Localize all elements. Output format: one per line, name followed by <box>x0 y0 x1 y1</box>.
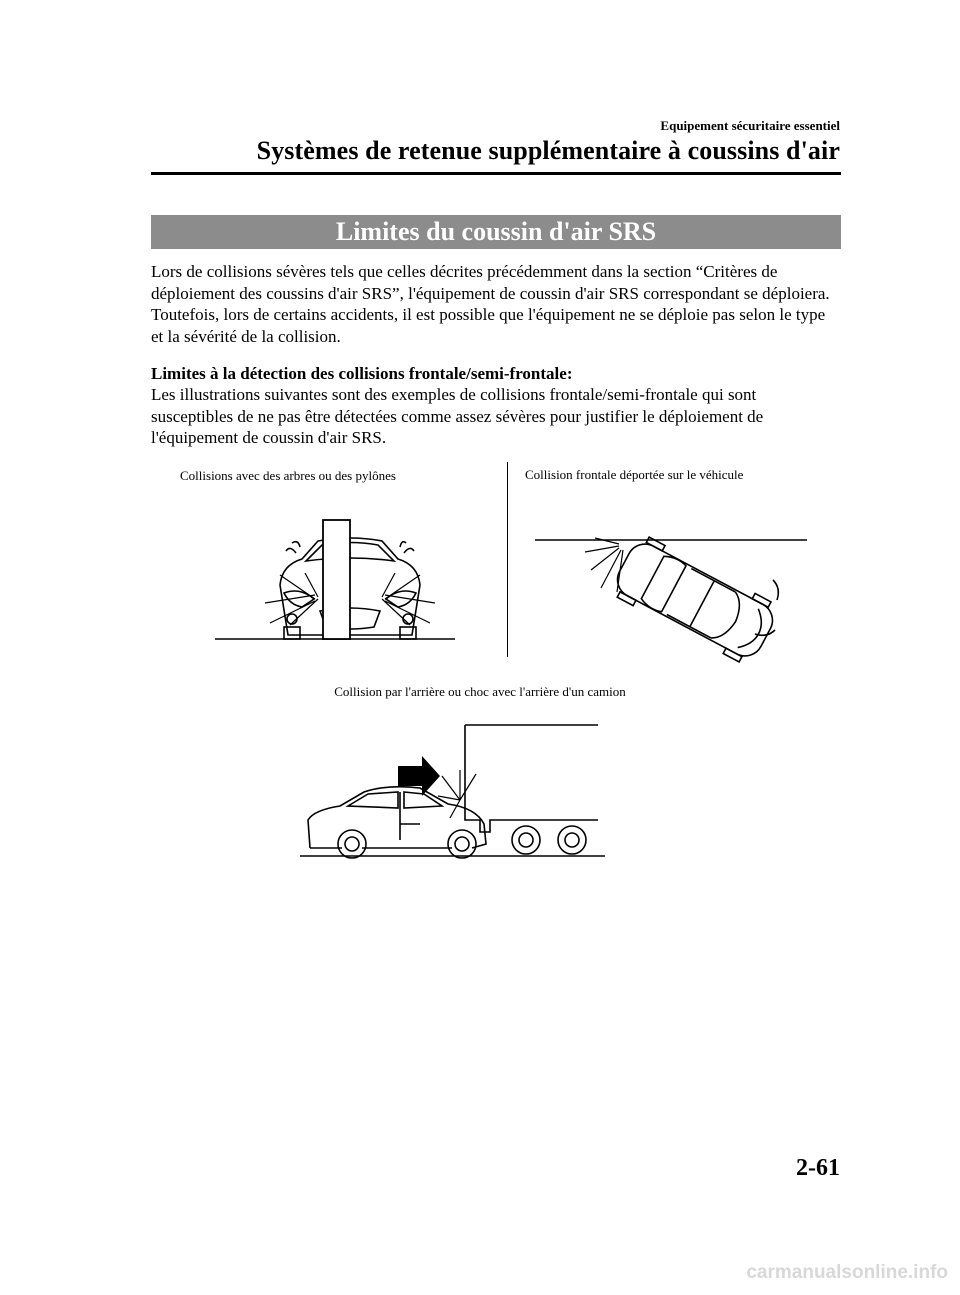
offset-collision-illustration <box>535 530 810 660</box>
body-paragraph: Les illustrations suivantes sont des exemples de collisions frontale/semi-frontale qui sont susceptibles de ne pas être détectées comme assez sévères pour justifier le déploiement de l'équipement de coussin d'air SRS. <box>151 385 764 447</box>
pole-collision-illustration <box>210 515 460 645</box>
topic-banner: Limites du coussin d'air SRS <box>151 215 841 249</box>
page-number: 2-61 <box>796 1155 840 1181</box>
chapter-title: Equipement sécuritaire essentiel <box>660 118 840 133</box>
truck-collision-caption: Collision par l'arrière ou choc avec l'arrière d'un camion <box>334 684 626 699</box>
offset-collision-caption: Collision frontale déportée sur le véhicule <box>525 467 744 482</box>
header-divider <box>151 172 841 175</box>
truck-collision-illustration <box>300 720 605 860</box>
watermark: carmanualsonline.info <box>746 1262 948 1283</box>
pole-collision-caption: Collisions avec des arbres ou des pylônes <box>180 468 396 483</box>
direction-arrow-icon <box>398 756 440 796</box>
intro-paragraph: Lors de collisions sévères tels que celles décrites précédemment dans la section “Critères de déploiement des coussins d'air SRS”, l'équipement de coussin d'air SRS correspondant se déploiera. Toutefois, lors de certains accidents, il est possible que l'équipement ne se déploie pas selon le type et la sévérité de la collision. <box>151 262 830 346</box>
section-title: Systèmes de retenue supplémentaire à coussins d'air <box>256 136 840 165</box>
subheading: Limites à la détection des collisions frontale/semi-frontale: <box>151 364 573 383</box>
figure-divider <box>507 462 508 657</box>
